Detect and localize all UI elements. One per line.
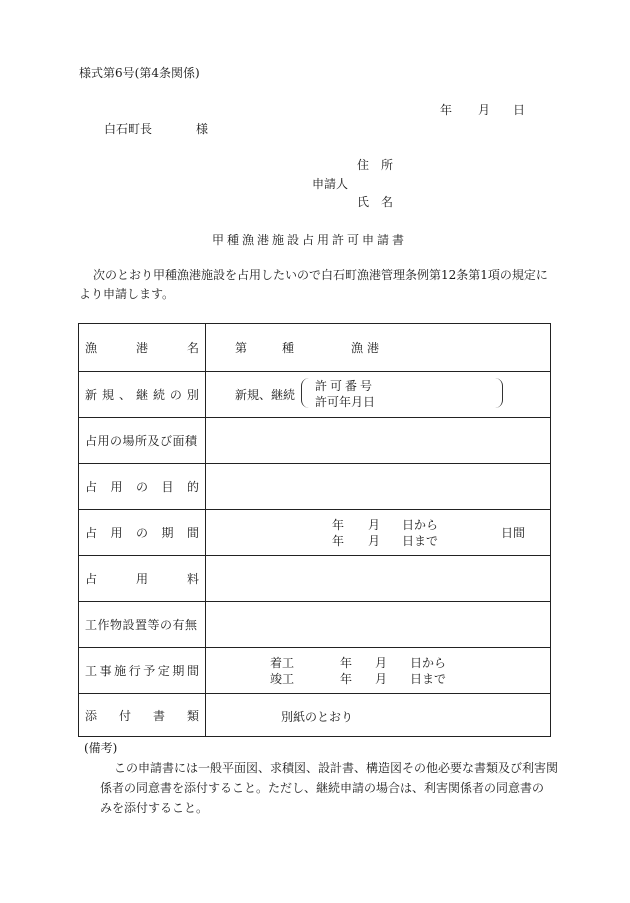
period-to-year: 年 xyxy=(332,534,345,548)
remarks-line-1: この申請書には一般平面図、求積図、設計書、構造図その他必要な書類及び利害関 xyxy=(114,761,559,775)
addressee-name: 白石町長 xyxy=(104,122,153,136)
construction-end-year: 年 xyxy=(340,672,353,686)
remarks-line-2: 係者の同意書を添付すること。ただし、継続申請の場合は、利害関係者の同意書の xyxy=(100,781,545,795)
new-or-renewal-choice: 新規、継続 xyxy=(235,388,296,402)
row-construction-period xyxy=(79,647,550,693)
row-occupancy-period xyxy=(79,509,550,555)
row-label-occupancy-period: 占 用 の 期 間 xyxy=(85,525,199,540)
construction-start-day: 日から xyxy=(410,656,447,670)
applicant-address-label: 住 所 xyxy=(357,158,394,172)
row-label-occupancy-fee: 占 用 料 xyxy=(85,571,199,586)
period-from-day: 日から xyxy=(402,518,439,532)
row-structure-installation xyxy=(79,601,550,647)
construction-end-label: 竣工 xyxy=(270,672,295,686)
period-days: 日間 xyxy=(501,526,526,540)
row-label-fishing-port: 漁 港 名 xyxy=(85,340,199,355)
attachments-value: 別紙のとおり xyxy=(281,710,354,724)
applicant-label: 申請人 xyxy=(312,177,349,191)
construction-end-day: 日まで xyxy=(410,672,447,686)
row-label-occupancy-place: 占用の場所及び面積 xyxy=(85,433,198,448)
period-from-month: 月 xyxy=(368,518,381,532)
period-to-day: 日まで xyxy=(402,534,439,548)
row-new-or-renewal xyxy=(79,371,550,417)
period-to-month: 月 xyxy=(368,534,381,548)
permit-date-label: 許可年月日 xyxy=(315,395,376,409)
date-day: 日 xyxy=(513,103,526,117)
row-label-structure-installation: 工作物設置等の有無 xyxy=(85,617,198,632)
row-attachments xyxy=(79,693,550,738)
construction-start-label: 着工 xyxy=(270,656,295,670)
addressee-honorific: 様 xyxy=(196,122,209,136)
construction-start-month: 月 xyxy=(375,656,388,670)
intro-line-2: より申請します。 xyxy=(79,287,175,301)
construction-end-month: 月 xyxy=(375,672,388,686)
remarks-line-3: みを添付すること。 xyxy=(100,801,209,815)
port-class-prefix: 第 xyxy=(235,341,248,355)
row-occupancy-place xyxy=(79,417,550,463)
applicant-name-label: 氏 名 xyxy=(357,195,394,209)
row-occupancy-fee xyxy=(79,555,550,601)
row-occupancy-purpose xyxy=(79,463,550,509)
row-label-occupancy-purpose: 占 用 の 目 的 xyxy=(85,479,199,494)
document-title: 甲種漁港施設占用許可申請書 xyxy=(212,233,408,247)
date-year: 年 xyxy=(440,103,453,117)
port-name-suffix: 漁港 xyxy=(351,341,384,355)
row-fishing-port xyxy=(79,324,550,371)
remarks-heading: (備考) xyxy=(84,741,118,755)
row-label-new-or-renewal: 新 規 、 継 続 の 別 xyxy=(85,387,199,402)
intro-line-1: 次のとおり甲種漁港施設を占用したいので白石町漁港管理条例第12条第1項の規定に xyxy=(93,268,548,282)
port-class-suffix: 種 xyxy=(282,341,295,355)
construction-start-year: 年 xyxy=(340,656,353,670)
row-label-construction-period: 工 事 施 行 予 定 期 間 xyxy=(85,663,199,678)
form-number: 様式第6号(第4条関係) xyxy=(79,66,200,80)
date-month: 月 xyxy=(478,103,491,117)
application-table xyxy=(78,323,551,737)
row-label-attachments: 添 付 書 類 xyxy=(85,709,199,723)
period-from-year: 年 xyxy=(332,518,345,532)
permit-number-label: 許可番号 xyxy=(315,379,376,393)
